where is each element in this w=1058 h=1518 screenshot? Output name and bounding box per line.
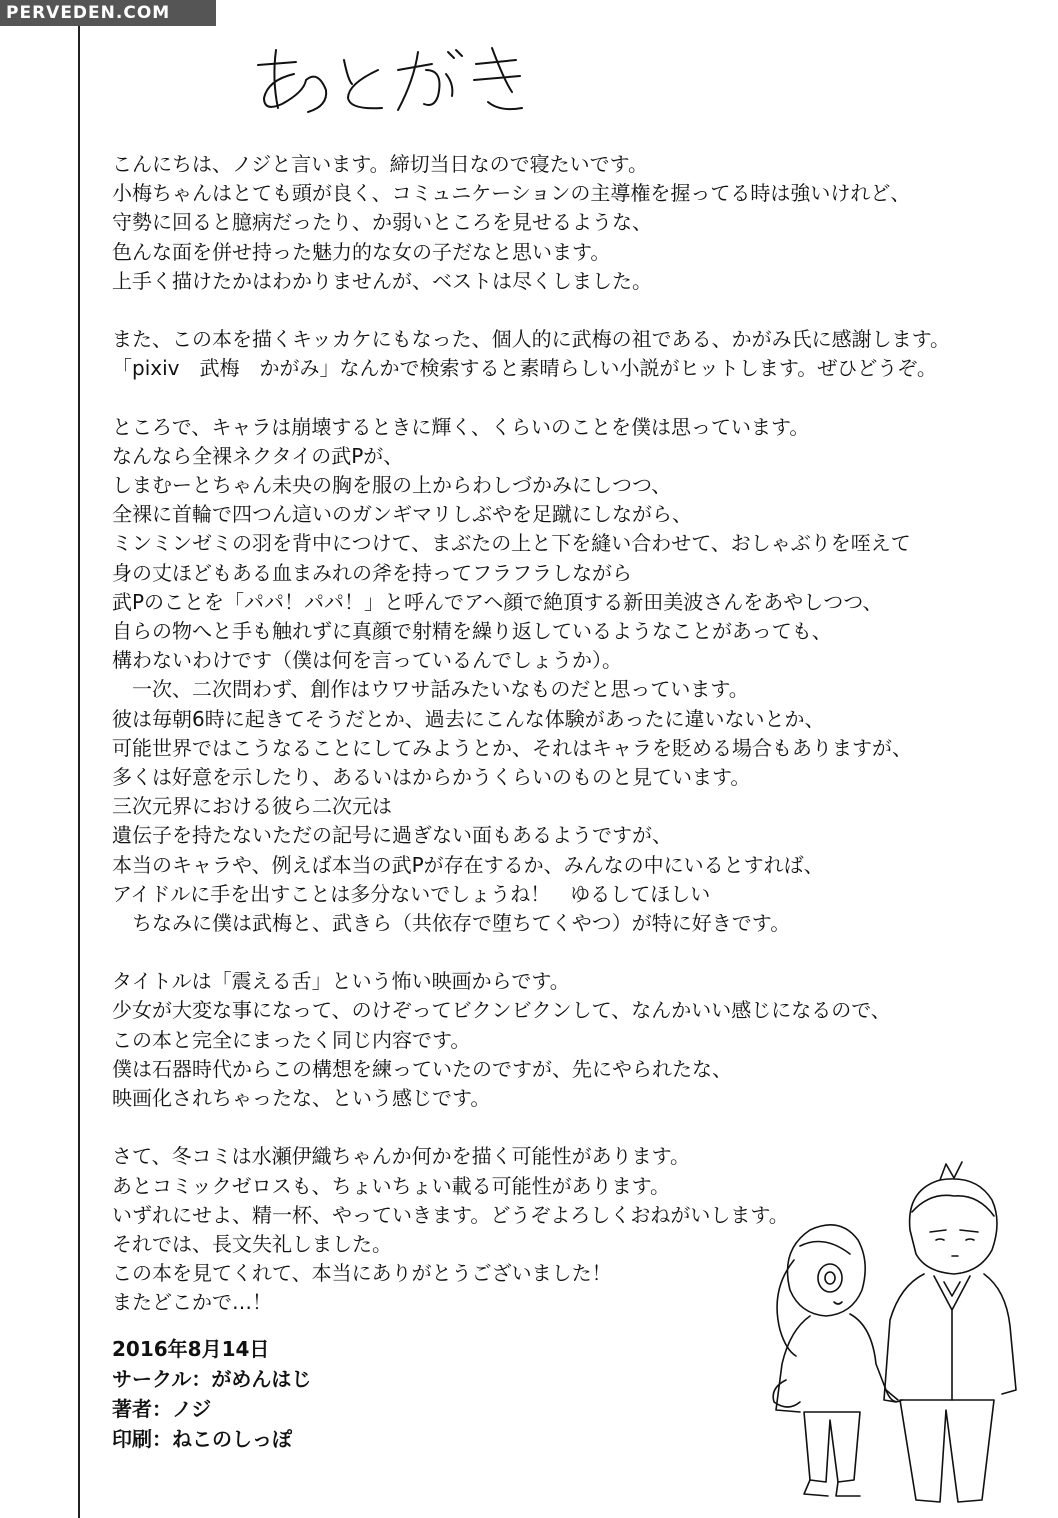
text-line: さて、冬コミは水瀬伊織ちゃんか何かを描く可能性があります。 <box>112 1144 690 1169</box>
text-line: 守勢に回ると臆病だったり、か弱いところを見せるような、 <box>112 210 652 235</box>
paragraph-2 <box>112 325 1042 383</box>
character-sketch <box>740 1150 1040 1510</box>
text-line: ミンミンゼミの羽を背中につけて、まぶたの上と下を縫い合わせて、おしゃぶりを咥えて <box>112 531 911 556</box>
text-line: この本を見てくれて、本当にありがとうございました！ <box>112 1261 612 1286</box>
handwritten-heading <box>248 40 538 120</box>
margin-rule <box>78 0 80 1518</box>
colophon-author: 著者：ノジ <box>112 1397 212 1421</box>
text-line: この本と完全にまったく同じ内容です。 <box>112 1027 471 1052</box>
text-line: 色んな面を併せ持った魅力的な女の子だなと思います。 <box>112 239 611 264</box>
text-line: 可能世界ではこうなることにしてみようとか、それはキャラを貶める場合もありますが、 <box>112 735 912 760</box>
text-line: 多くは好意を示したり、あるいはからかうくらいのものと見ています。 <box>112 764 751 789</box>
text-line: 遺伝子を持たないただの記号に過ぎない面もあるようですが、 <box>112 823 672 848</box>
paragraph-1 <box>112 150 1042 296</box>
afterword-body <box>112 150 1042 1318</box>
text-line: 構わないわけです（僕は何を言っているんでしょうか）。 <box>112 648 622 673</box>
text-line: 身の丈ほどもある血まみれの斧を持ってフラフラしながら <box>112 560 632 585</box>
text-line: 本当のキャラや、例えば本当の武Pが存在するか、みんなの中にいるとすれば、 <box>112 852 824 877</box>
text-line: 「pixiv 武梅 かがみ」なんかで検索すると素晴らしい小説がヒットします。ぜひどうぞ。 <box>112 356 937 381</box>
colophon <box>112 1334 512 1454</box>
colophon-date: 2016年8月14日 <box>112 1337 270 1361</box>
text-line: ところで、キャラは崩壊するときに輝く、くらいのことを僕は思っています。 <box>112 414 810 439</box>
text-line: 自らの物へと手も触れずに真顔で射精を繰り返しているようなことがあっても、 <box>112 619 832 643</box>
text-line: 全裸に首輪で四つん這いのガンギマリしぶやを足蹴にしながら、 <box>112 502 692 527</box>
text-line: タイトルは「震える舌」という怖い映画からです。 <box>112 969 570 994</box>
paragraph-gap <box>112 296 1042 325</box>
watermark: PERVEDEN.COM <box>0 0 216 26</box>
paragraph-gap <box>112 938 1042 967</box>
character-sketch-drawing <box>740 1150 1040 1510</box>
text-line: しまむーとちゃん未央の胸を服の上からわしづかみにしつつ、 <box>112 473 672 498</box>
text-line: 一次、二次問わず、創作はウワサ話みたいなものだと思っています。 <box>112 677 749 702</box>
text-line: それでは、長文失礼しました。 <box>112 1231 392 1256</box>
text-line: 三次元界における彼ら二次元は <box>112 794 392 819</box>
handwritten-heading-drawing <box>248 40 538 120</box>
text-line: あとコミックゼロスも、ちょいちょい載る可能性があります。 <box>112 1173 670 1198</box>
text-line: こんにちは、ノジと言います。締切当日なので寝たいです。 <box>112 152 648 176</box>
text-line: なんなら全裸ネクタイの武Pが、 <box>112 443 404 468</box>
text-line: 彼は毎朝6時に起きてそうだとか、過去にこんな体験があったに違いないとか、 <box>112 706 825 731</box>
paragraph-gap <box>112 384 1042 413</box>
text-line: 武Pのことを「パパ！パパ！」と呼んでアヘ顔で絶頂する新田美波さんをあやしつつ、 <box>112 589 883 614</box>
paragraph-gap <box>112 1113 1042 1142</box>
text-line: ちなみに僕は武梅と、武きら（共依存で堕ちてくやつ）が特に好きです。 <box>112 910 791 935</box>
colophon-printer: 印刷：ねこのしっぽ <box>112 1427 292 1451</box>
text-line: またどこかで…！ <box>112 1290 272 1315</box>
text-line: 僕は石器時代からこの構想を練っていたのですが、先にやられたな、 <box>112 1056 732 1081</box>
text-line: 小梅ちゃんはとても頭が良く、コミュニケーションの主導権を握ってる時は強いけれど、 <box>112 181 911 206</box>
text-line: 少女が大変な事になって、のけぞってビクンビクンして、なんかいい感じになるので、 <box>112 998 891 1023</box>
text-line: 上手く描けたかはわかりませんが、ベストは尽くしました。 <box>112 268 652 293</box>
text-line: 映画化されちゃったな、という感じです。 <box>112 1086 491 1110</box>
paragraph-4 <box>112 967 1042 1113</box>
text-line: いずれにせよ、精一杯、やっていきます。どうぞよろしくおねがいします。 <box>112 1202 789 1227</box>
text-line: また、この本を描くキッカケにもなった、個人的に武梅の祖である、かがみ氏に感謝します。 <box>112 327 950 352</box>
text-line: アイドルに手を出すことは多分ないでしょうね！ ゆるしてほしい <box>112 881 711 906</box>
colophon-circle: サークル：がめんはじ <box>112 1367 312 1391</box>
paragraph-3 <box>112 413 1042 938</box>
